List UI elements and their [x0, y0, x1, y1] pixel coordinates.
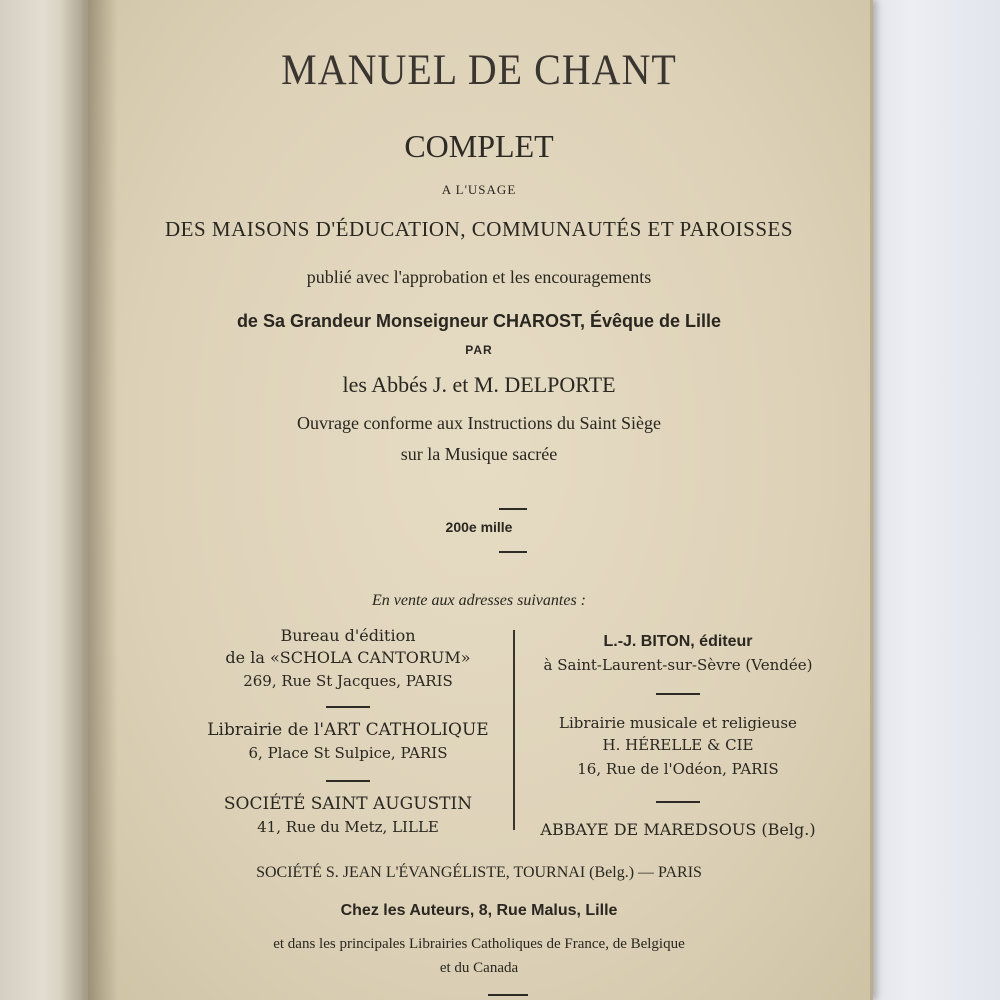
address-line: Bureau d'édition — [280, 626, 416, 645]
address-line: à Saint-Laurent-sur-Sèvre (Vendée) — [543, 656, 813, 674]
address-line: 6, Place St Sulpice, PARIS — [248, 744, 448, 762]
divider-dash — [326, 780, 370, 782]
conformity-line-1: Ouvrage conforme aux Instructions du Saint Siège — [297, 413, 661, 433]
divider-dash — [499, 551, 527, 553]
address-line: 269, Rue St Jacques, PARIS — [243, 672, 453, 690]
footer-authors-address: Chez les Auteurs, 8, Rue Malus, Lille — [340, 902, 618, 919]
footer-bookshops: et dans les principales Librairies Catholiques de France, de Belgique — [273, 936, 685, 952]
address-line: Librairie musicale et religieuse — [559, 714, 797, 732]
divider-dash — [488, 994, 528, 996]
approval-line: publié avec l'approbation et les encouragements — [306, 267, 652, 287]
footer-saint-jean: SOCIÉTÉ S. JEAN L'ÉVANGÉLISTE, TOURNAI (Belg.) — PARIS — [256, 864, 702, 881]
address-line: Librairie de l'ART CATHOLIQUE — [207, 720, 489, 740]
sales-heading: En vente aux adresses suivantes : — [371, 592, 586, 609]
address-line: 16, Rue de l'Odéon, PARIS — [577, 760, 779, 778]
title-page-content — [88, 0, 870, 1000]
usage-line: A L'USAGE — [441, 182, 517, 197]
patron-line: de Sa Grandeur Monseigneur CHAROST, Évêque de Lille — [236, 311, 722, 331]
edition-count: 200e mille — [445, 519, 513, 535]
divider-dash — [656, 801, 700, 803]
address-line: ABBAYE DE MAREDSOUS (Belg.) — [540, 820, 816, 839]
book-title: MANUEL DE CHANT — [281, 45, 677, 94]
address-line: 41, Rue du Metz, LILLE — [257, 818, 439, 836]
par-line: PAR — [465, 343, 493, 357]
book-subtitle: COMPLET — [404, 128, 554, 164]
address-line: L.-J. BITON, éditeur — [603, 633, 753, 650]
footer-canada: et du Canada — [439, 960, 519, 976]
divider-dash — [326, 706, 370, 708]
divider-dash — [656, 693, 700, 695]
audience-line: DES MAISONS D'ÉDUCATION, COMMUNAUTÉS ET PAROISSES — [164, 217, 794, 241]
address-line: de la «SCHOLA CANTORUM» — [225, 648, 471, 667]
conformity-line-2: sur la Musique sacrée — [400, 444, 558, 464]
authors-line: les Abbés J. et M. DELPORTE — [342, 372, 616, 397]
address-line: H. HÉRELLE & CIE — [602, 736, 754, 754]
address-line: SOCIÉTÉ SAINT AUGUSTIN — [223, 794, 473, 814]
title-page — [88, 0, 873, 1000]
divider-dash — [499, 508, 527, 510]
